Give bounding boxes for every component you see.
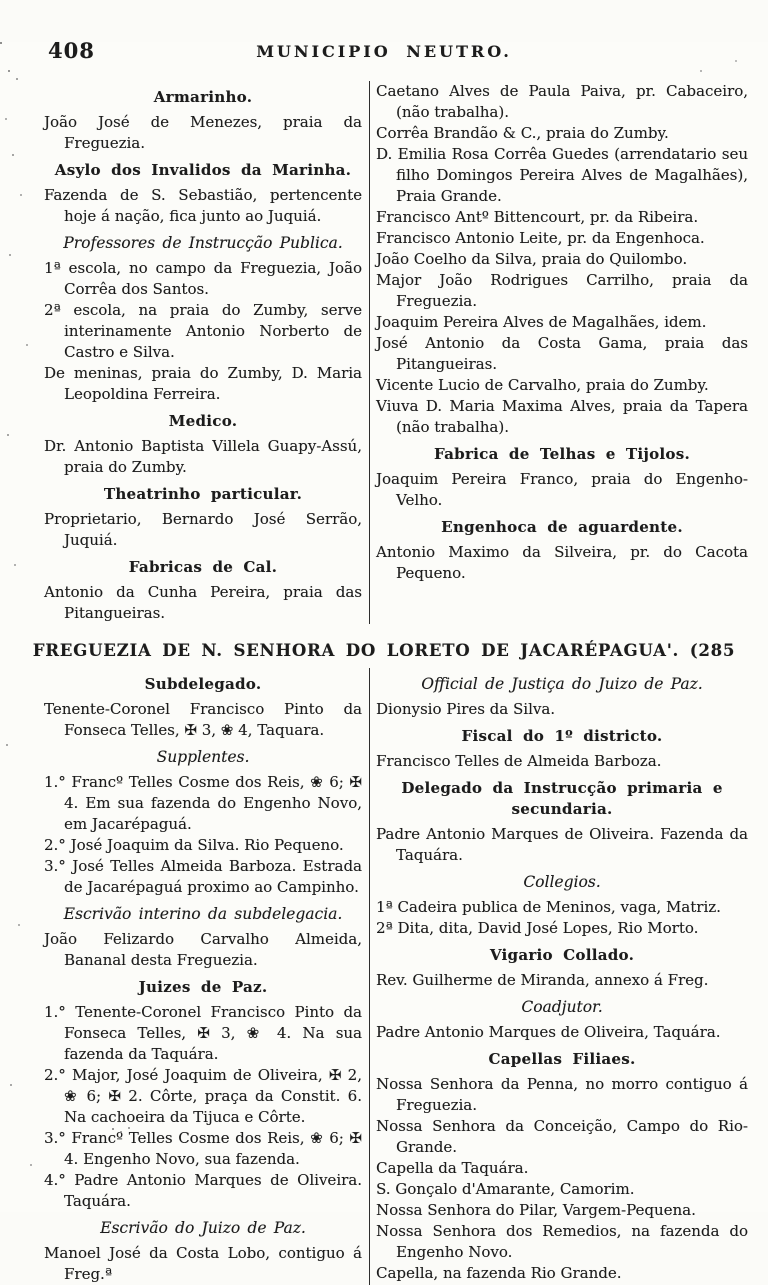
category-heading: Medico. bbox=[168, 412, 238, 430]
category-heading-italic: Coadjutor. bbox=[521, 998, 603, 1016]
directory-entry: Manoel José da Costa Lobo, contiguo á Freg.ª bbox=[44, 1244, 362, 1283]
directory-entry: João José de Menezes, praia da Freguezia. bbox=[44, 113, 362, 152]
top-left-column bbox=[44, 81, 369, 624]
directory-entry: S. Gonçalo d'Amarante, Camorim. bbox=[376, 1180, 635, 1198]
directory-entry: Francisco Telles de Almeida Barboza. bbox=[376, 752, 662, 770]
category-heading: Fabrica de Telhas e Tijolos. bbox=[434, 445, 690, 463]
directory-entry: Capella, na fazenda Rio Grande. bbox=[376, 1264, 622, 1282]
directory-entry: Nossa Senhora dos Remedios, na fazenda do Engenho Novo. bbox=[376, 1222, 748, 1261]
category-heading: Asylo dos Invalidos da Marinha. bbox=[54, 161, 352, 179]
directory-entry: Padre Antonio Marques de Oliveira, Taquára. bbox=[376, 1023, 721, 1041]
category-heading: Subdelegado. bbox=[144, 675, 262, 693]
directory-entry: Corrêa Brandão & C., praia do Zumby. bbox=[376, 124, 669, 142]
category-heading: Juizes de Paz. bbox=[138, 978, 268, 996]
freguezia-section-title: FREGUEZIA DE N. SENHORA DO LORETO DE JACARÉPAGUA'. (285 bbox=[32, 641, 736, 660]
category-heading: Vigario Collado. bbox=[489, 946, 635, 964]
category-heading: Fiscal do 1º districto. bbox=[461, 727, 663, 745]
directory-entry: Capella da Taquára. bbox=[376, 1159, 529, 1177]
directory-entry: Nossa Senhora da Conceição, Campo do Rio-Grande. bbox=[376, 1117, 748, 1156]
category-heading: Engenhoca de aguardente. bbox=[441, 518, 683, 536]
directory-entry: 1.° Tenente-Coronel Francisco Pinto da Fonseca Telles, ✠ 3, ❀ 4. Na sua fazenda da Taquára. bbox=[44, 1003, 362, 1063]
directory-entry: 2.° José Joaquim da Silva. Rio Pequeno. bbox=[44, 836, 344, 854]
directory-entry: José Antonio da Costa Gama, praia das Pitangueiras. bbox=[376, 334, 748, 373]
directory-entry: Francisco Antº Bittencourt, pr. da Ribeira. bbox=[376, 208, 699, 226]
directory-entry: 3.° José Telles Almeida Barboza. Estrada de Jacarépaguá proximo ao Campinho. bbox=[44, 857, 362, 896]
directory-entry: Dr. Antonio Baptista Villela Guapy-Assú, praia do Zumby. bbox=[44, 437, 362, 476]
directory-entry: 2ª escola, na praia do Zumby, serve interinamente Antonio Norberto de Castro e Silva. bbox=[44, 301, 362, 361]
directory-entry: 2ª Dita, dita, David José Lopes, Rio Morto. bbox=[376, 919, 699, 937]
bottom-right-column bbox=[369, 668, 748, 1285]
directory-entry: Joaquim Pereira Alves de Magalhães, idem. bbox=[376, 313, 707, 331]
directory-entry: 4.° Padre Antonio Marques de Oliveira. Taquára. bbox=[44, 1171, 362, 1210]
directory-entry: João Coelho da Silva, praia do Quilombo. bbox=[376, 250, 688, 268]
directory-entry: Tenente-Coronel Francisco Pinto da Fonseca Telles, ✠ 3, ❀ 4, Taquara. bbox=[44, 700, 362, 739]
bottom-left-column bbox=[44, 668, 369, 1285]
top-section bbox=[0, 81, 768, 624]
running-title: MUNICIPIO NEUTRO. bbox=[256, 42, 512, 61]
directory-entry: Antonio da Cunha Pereira, praia das Pitangueiras. bbox=[44, 583, 362, 622]
bottom-section bbox=[0, 668, 768, 1285]
directory-entry: Francisco Antonio Leite, pr. da Engenhoca. bbox=[376, 229, 705, 247]
directory-entry: Antonio Maximo da Silveira, pr. do Cacota Pequeno. bbox=[376, 543, 748, 582]
category-heading: Delegado da Instrucção primaria e secundaria. bbox=[401, 779, 723, 818]
directory-entry: Vicente Lucio de Carvalho, praia do Zumby. bbox=[376, 376, 709, 394]
directory-entry: Viuva D. Maria Maxima Alves, praia da Tapera (não trabalha). bbox=[376, 397, 748, 436]
directory-entry: Rev. Guilherme de Miranda, annexo á Freg. bbox=[376, 971, 709, 989]
directory-entry: 1.° Francº Telles Cosme dos Reis, ❀ 6; ✠ 4. Em sua fazenda do Engenho Novo, em Jacarépaguá. bbox=[44, 773, 362, 833]
directory-entry: Nossa Senhora da Penna, no morro contiguo á Freguezia. bbox=[376, 1075, 748, 1114]
scanned-book-page bbox=[0, 38, 768, 1283]
directory-entry: Major João Rodrigues Carrilho, praia da Freguezia. bbox=[376, 271, 748, 310]
directory-entry: D. Emilia Rosa Corrêa Guedes (arrendatario seu filho Domingos Pereira Alves de Magalhães), Praia Grande. bbox=[376, 145, 748, 205]
directory-entry: João Felizardo Carvalho Almeida, Bananal desta Freguezia. bbox=[44, 930, 362, 969]
directory-entry: 1ª escola, no campo da Freguezia, João Corrêa dos Santos. bbox=[44, 259, 362, 298]
directory-entry: Padre Antonio Marques de Oliveira. Fazenda da Taquára. bbox=[376, 825, 748, 864]
category-heading-italic: Professores de Instrucção Publica. bbox=[63, 234, 343, 252]
category-heading-italic: Escrivão do Juizo de Paz. bbox=[100, 1219, 306, 1237]
category-heading: Capellas Filiaes. bbox=[488, 1050, 636, 1068]
page-number: 408 bbox=[48, 38, 95, 63]
directory-entry: 1ª Cadeira publica de Meninos, vaga, Matriz. bbox=[376, 898, 721, 916]
directory-entry: Caetano Alves de Paula Paiva, pr. Cabaceiro, (não trabalha). bbox=[376, 82, 748, 121]
top-right-column bbox=[369, 81, 748, 624]
category-heading-italic: Escrivão interino da subdelegacia. bbox=[63, 905, 343, 923]
category-heading: Theatrinho particular. bbox=[103, 485, 303, 503]
directory-entry: 2.° Major, José Joaquim de Oliveira, ✠ 2, ❀ 6; ✠ 2. Côrte, praça da Constit. 6. Na cachoeira da Tijuca e Côrte. bbox=[44, 1066, 362, 1126]
directory-entry: Dionysio Pires da Silva. bbox=[376, 700, 556, 718]
directory-entry: Joaquim Pereira Franco, praia do Engenho-Velho. bbox=[376, 470, 748, 509]
directory-entry: De meninas, praia do Zumby, D. Maria Leopoldina Ferreira. bbox=[44, 364, 362, 403]
category-heading: Armarinho. bbox=[153, 88, 253, 106]
directory-entry: Nossa Senhora do Pilar, Vargem-Pequena. bbox=[376, 1201, 696, 1219]
category-heading-italic: Supplentes. bbox=[156, 748, 250, 766]
directory-entry: 3.° Francº Telles Cosme dos Reis, ❀ 6; ✠ 4. Engenho Novo, sua fazenda. bbox=[44, 1129, 362, 1168]
page-header bbox=[0, 38, 768, 68]
category-heading-italic: Official de Justiça do Juizo de Paz. bbox=[421, 675, 703, 693]
category-heading-italic: Collegios. bbox=[523, 873, 601, 891]
directory-entry: Fazenda de S. Sebastião, pertencente hoje á nação, fica junto ao Juquiá. bbox=[44, 186, 362, 225]
category-heading: Fabricas de Cal. bbox=[128, 558, 278, 576]
directory-entry: Proprietario, Bernardo José Serrão, Juquiá. bbox=[44, 510, 362, 549]
